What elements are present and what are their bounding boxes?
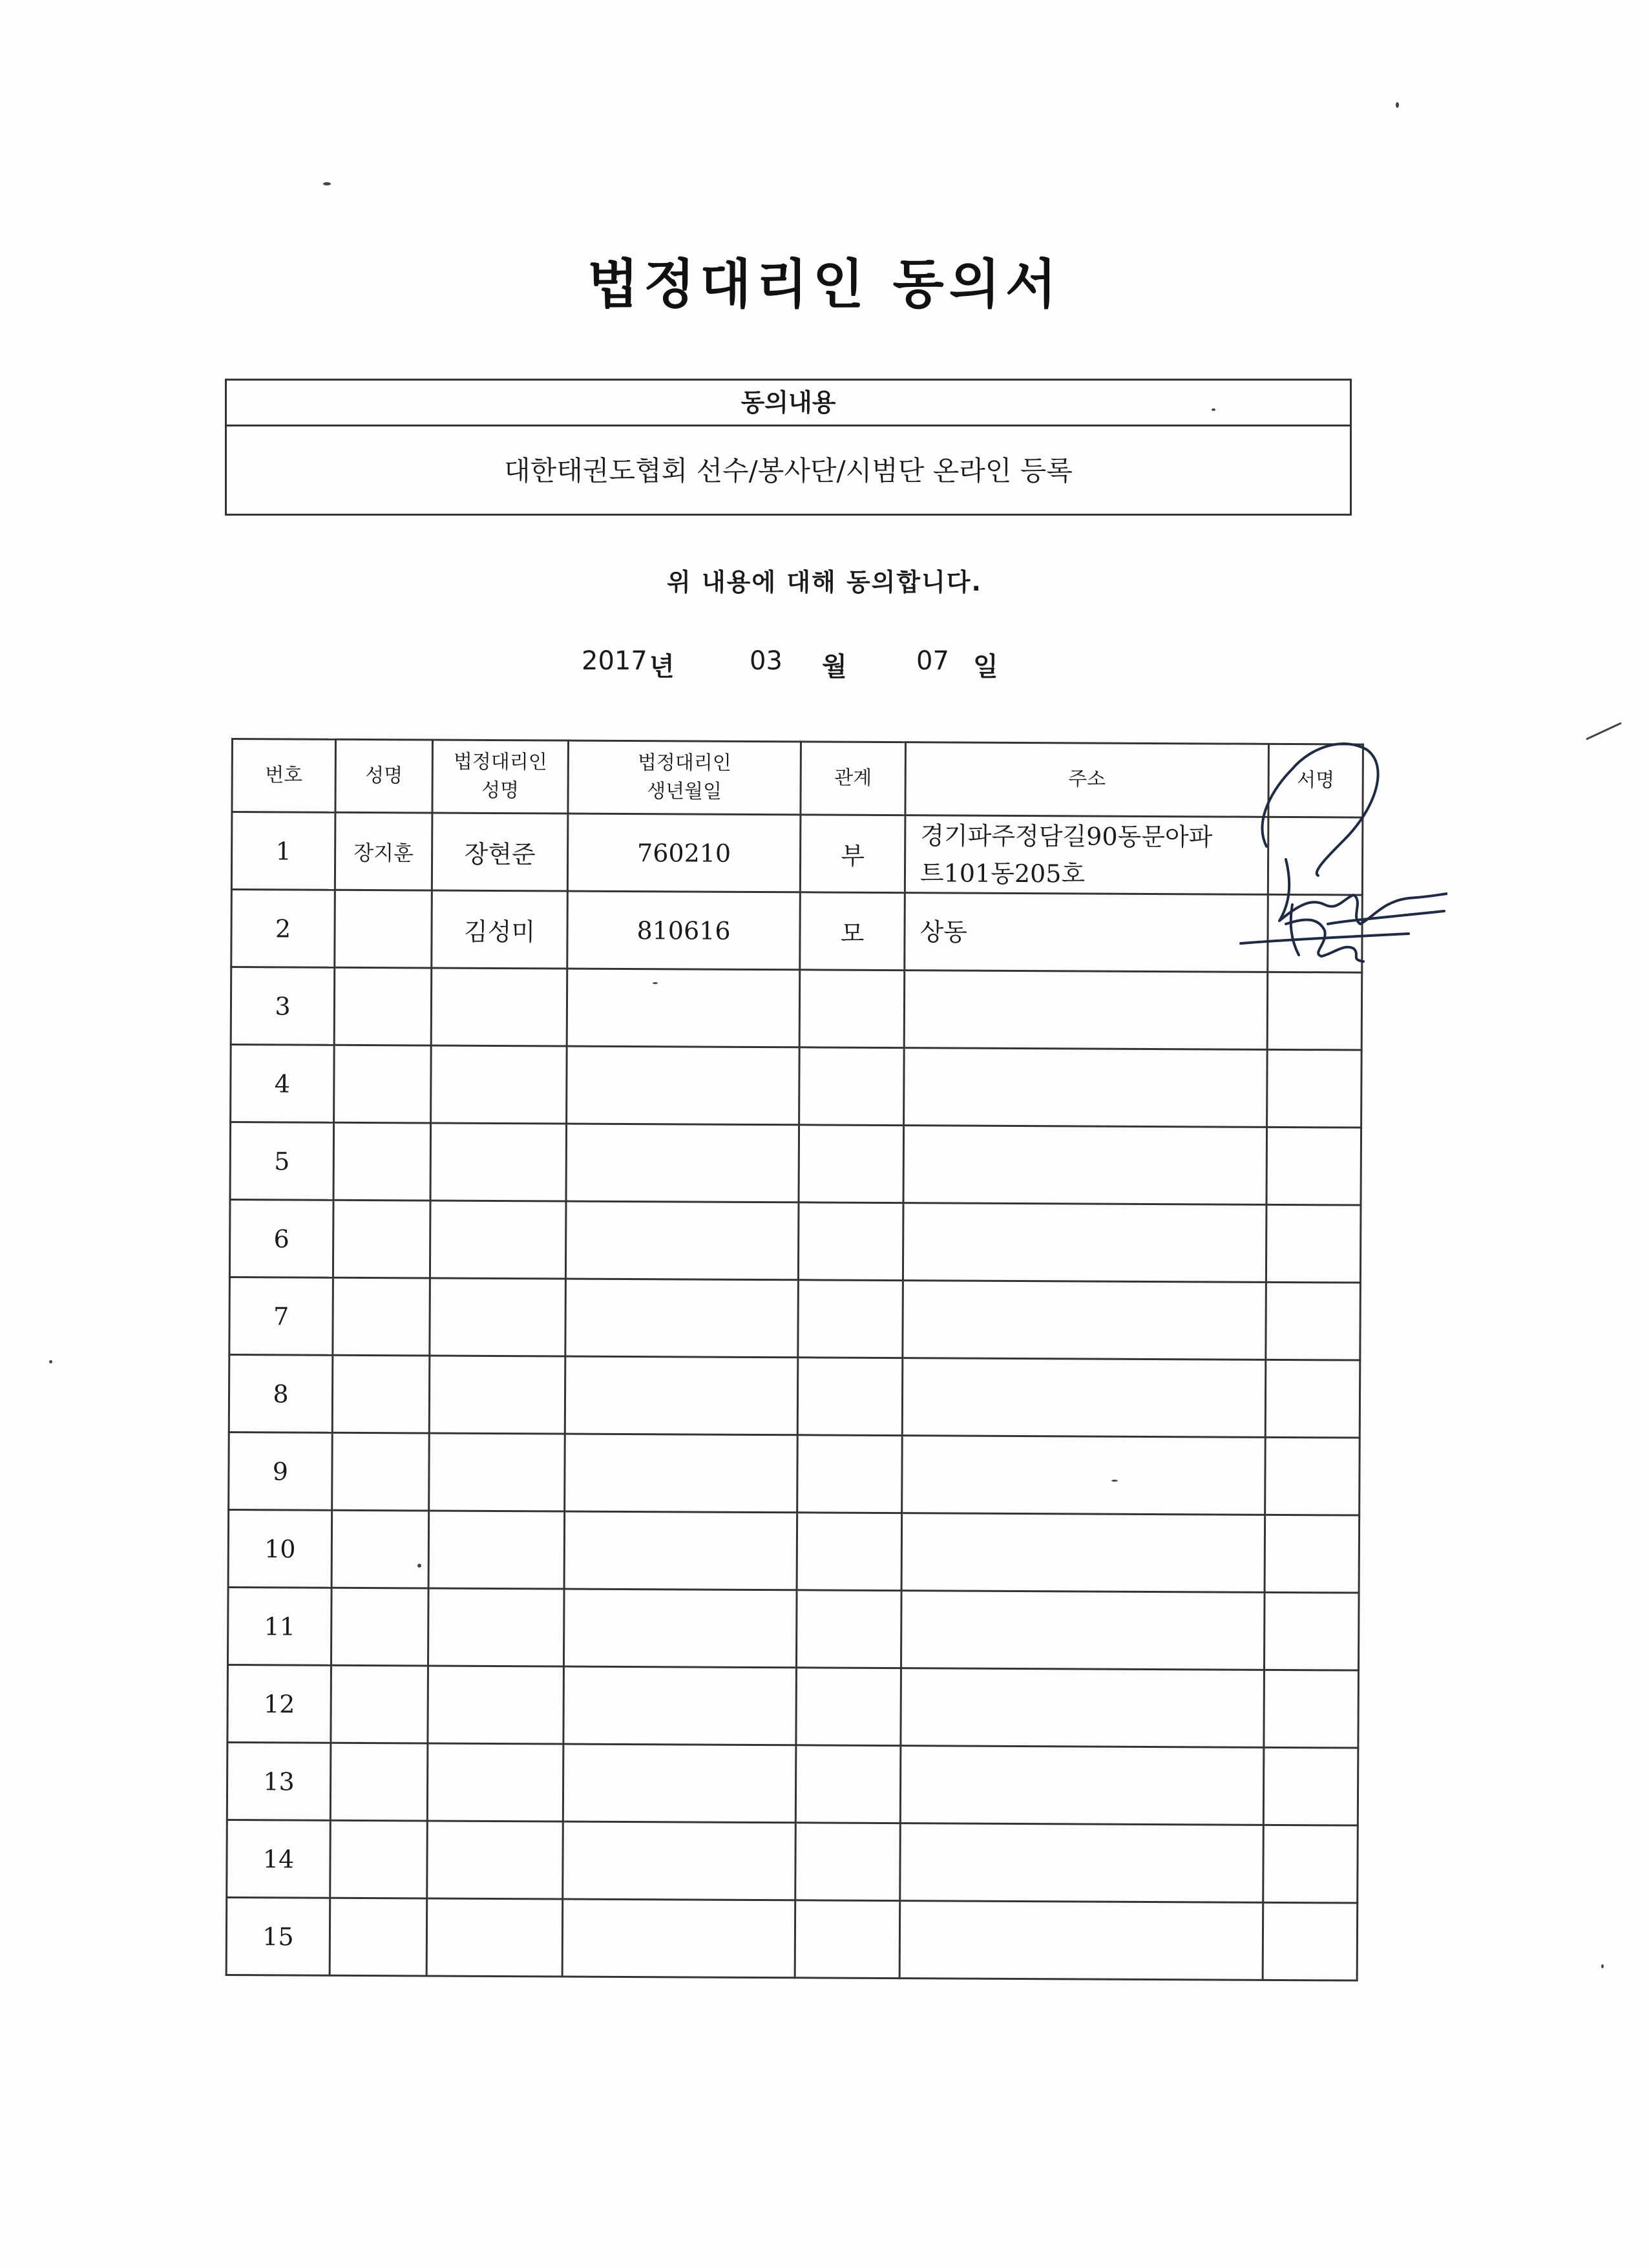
cell-address-line1 bbox=[915, 1940, 1262, 1942]
scan-speck bbox=[1111, 1480, 1118, 1482]
cell-address-line1 bbox=[918, 1242, 1265, 1244]
cell-relation bbox=[798, 1280, 903, 1358]
date-day-unit: 일 bbox=[973, 652, 998, 682]
cell-guardian-birth: 810616 bbox=[567, 891, 801, 970]
cell-name bbox=[330, 1898, 427, 1976]
cell-name bbox=[330, 1743, 428, 1821]
cell-address bbox=[903, 1203, 1266, 1283]
cell-name bbox=[332, 1433, 430, 1511]
guardian-roster-table bbox=[226, 738, 1364, 1982]
cell-guardian-birth bbox=[563, 1822, 796, 1900]
cell-guardian-name bbox=[426, 1898, 563, 1977]
cell-no: 7 bbox=[229, 1277, 333, 1355]
scan-speck bbox=[417, 1564, 421, 1568]
header-signature: 서명 bbox=[1268, 744, 1363, 817]
cell-address-line2 bbox=[918, 1242, 1265, 1244]
cell-signature bbox=[1265, 1515, 1360, 1593]
cell-relation bbox=[799, 1125, 904, 1203]
header-guardian-birth-line1: 법정대리인 bbox=[637, 751, 731, 775]
cell-address-line2 bbox=[916, 1862, 1263, 1864]
cell-no: 2 bbox=[231, 890, 335, 968]
cell-no: 15 bbox=[226, 1897, 330, 1975]
cell-signature bbox=[1268, 894, 1363, 972]
cell-name bbox=[330, 1820, 428, 1898]
cell-address-line1 bbox=[916, 1630, 1263, 1632]
cell-address-line1: 상동 bbox=[919, 917, 968, 947]
date-year-unit: 년 bbox=[649, 652, 675, 682]
cell-address-line1 bbox=[919, 1164, 1266, 1166]
cell-address-line2 bbox=[919, 1009, 1266, 1011]
cell-address-line2 bbox=[918, 1397, 1265, 1399]
cell-address-line2 bbox=[917, 1475, 1264, 1476]
cell-guardian-birth bbox=[564, 1511, 797, 1590]
header-guardian-name-line1: 법정대리인 bbox=[453, 750, 547, 774]
cell-address-line2 bbox=[917, 1552, 1264, 1554]
cell-relation bbox=[796, 1590, 901, 1668]
cell-name bbox=[331, 1588, 428, 1666]
table-row bbox=[227, 1820, 1358, 1903]
cell-relation bbox=[797, 1513, 902, 1591]
cell-no: 10 bbox=[228, 1509, 332, 1588]
cell-signature bbox=[1265, 1360, 1360, 1438]
scan-speck bbox=[653, 982, 658, 984]
cell-guardian-birth bbox=[563, 1589, 797, 1668]
cell-relation bbox=[797, 1435, 903, 1513]
cell-no: 4 bbox=[231, 1045, 335, 1123]
cell-address-line2 bbox=[916, 1785, 1263, 1787]
cell-address-line2 bbox=[916, 1707, 1263, 1709]
cell-name: 장지훈 bbox=[335, 812, 432, 890]
scan-speck bbox=[1396, 102, 1399, 108]
header-guardian-birth bbox=[568, 740, 801, 815]
cell-signature bbox=[1265, 1437, 1360, 1515]
cell-guardian-birth: 760210 bbox=[567, 814, 801, 892]
cell-address bbox=[900, 1746, 1264, 1825]
cell-address-line1 bbox=[918, 1319, 1265, 1321]
cell-guardian-name bbox=[430, 1123, 567, 1201]
header-guardian-name bbox=[432, 740, 569, 814]
scan-speck bbox=[49, 1360, 52, 1363]
cell-guardian-name bbox=[431, 1045, 567, 1124]
cell-guardian-name: 장현준 bbox=[432, 813, 568, 891]
consent-date bbox=[0, 646, 1649, 685]
cell-relation bbox=[799, 1047, 905, 1126]
cell-signature bbox=[1264, 1592, 1359, 1670]
cell-address bbox=[899, 1901, 1263, 1980]
table-row bbox=[227, 1742, 1358, 1825]
cell-address bbox=[901, 1513, 1265, 1593]
cell-signature bbox=[1268, 817, 1363, 895]
cell-relation: 모 bbox=[800, 892, 905, 971]
cell-address-line2 bbox=[916, 1630, 1263, 1632]
table-row bbox=[229, 1199, 1361, 1283]
cell-relation bbox=[795, 1745, 901, 1823]
cell-no: 1 bbox=[231, 812, 335, 890]
cell-guardian-birth bbox=[567, 1046, 800, 1125]
table-row bbox=[231, 967, 1362, 1051]
cell-signature bbox=[1266, 1127, 1361, 1205]
date-day: 07 bbox=[916, 646, 949, 676]
cell-address bbox=[901, 1668, 1265, 1748]
cell-guardian-name bbox=[427, 1821, 563, 1899]
cell-guardian-name bbox=[429, 1356, 565, 1434]
cell-address bbox=[902, 1436, 1266, 1515]
table-row bbox=[228, 1509, 1360, 1593]
scan-speck bbox=[1601, 1964, 1604, 1968]
cell-name bbox=[332, 1355, 430, 1433]
cell-relation bbox=[795, 1823, 901, 1901]
cell-address-line1 bbox=[919, 1087, 1266, 1089]
table-header-row bbox=[232, 739, 1363, 818]
date-month-unit: 월 bbox=[822, 652, 847, 682]
cell-relation bbox=[797, 1358, 903, 1436]
cell-no: 13 bbox=[227, 1742, 331, 1820]
cell-guardian-birth bbox=[565, 1279, 799, 1358]
cell-address-line2: 트101동205호 bbox=[919, 858, 1086, 888]
cell-signature bbox=[1263, 1825, 1358, 1903]
cell-relation bbox=[796, 1668, 901, 1746]
cell-address-line1 bbox=[917, 1552, 1264, 1554]
cell-signature bbox=[1263, 1747, 1358, 1825]
date-year: 2017 bbox=[582, 646, 647, 676]
cell-guardian-name bbox=[428, 1588, 564, 1666]
header-no: 번호 bbox=[232, 739, 336, 813]
cell-address-line2 bbox=[918, 1319, 1265, 1321]
cell-address-line1 bbox=[918, 1397, 1265, 1399]
scan-speck bbox=[323, 182, 331, 185]
table-row bbox=[229, 1277, 1361, 1360]
header-guardian-name-line2: 성명 bbox=[481, 779, 520, 803]
cell-address bbox=[905, 893, 1268, 972]
cell-name bbox=[331, 1510, 429, 1588]
cell-guardian-birth bbox=[565, 1356, 798, 1435]
table-row bbox=[231, 1045, 1362, 1128]
table-row bbox=[227, 1664, 1359, 1748]
header-guardian-birth-line2: 생년월일 bbox=[647, 780, 722, 803]
cell-guardian-birth bbox=[563, 1666, 797, 1745]
cell-guardian-name bbox=[430, 1278, 566, 1356]
table-row bbox=[231, 812, 1363, 896]
cell-relation: 부 bbox=[800, 815, 905, 893]
cell-signature bbox=[1267, 1049, 1362, 1128]
table-row bbox=[229, 1432, 1360, 1515]
scan-speck bbox=[1212, 408, 1215, 411]
cell-signature bbox=[1266, 1204, 1361, 1283]
header-relation: 관계 bbox=[801, 742, 906, 815]
cell-address-line1: 경기파주정담길90동문아파 bbox=[920, 821, 1213, 851]
cell-address-line1 bbox=[916, 1785, 1263, 1787]
table-row bbox=[229, 1354, 1360, 1438]
cell-address-line1 bbox=[919, 1009, 1266, 1011]
cell-guardian-birth bbox=[563, 1744, 796, 1823]
cell-guardian-name bbox=[429, 1433, 565, 1511]
header-address: 주소 bbox=[905, 742, 1269, 817]
cell-guardian-birth bbox=[565, 1201, 799, 1280]
cell-address-line2 bbox=[919, 1087, 1266, 1089]
cell-address bbox=[901, 1591, 1265, 1670]
cell-no: 12 bbox=[227, 1664, 331, 1743]
cell-name bbox=[335, 890, 432, 968]
agreement-statement: 위 내용에 대해 동의합니다. bbox=[667, 568, 982, 596]
cell-address bbox=[902, 1358, 1266, 1438]
cell-no: 8 bbox=[229, 1354, 333, 1433]
cell-address-line1 bbox=[917, 1475, 1264, 1476]
cell-signature bbox=[1264, 1670, 1359, 1748]
cell-guardian-name bbox=[431, 968, 567, 1046]
cell-signature bbox=[1266, 1282, 1361, 1360]
cell-guardian-name bbox=[430, 1201, 566, 1279]
cell-no: 3 bbox=[231, 967, 335, 1045]
table-row bbox=[231, 890, 1363, 973]
cell-no: 6 bbox=[229, 1199, 333, 1277]
cell-guardian-name bbox=[427, 1743, 563, 1822]
scan-speck bbox=[1586, 722, 1622, 740]
cell-address bbox=[903, 1281, 1266, 1360]
table-row bbox=[230, 1122, 1361, 1206]
header-name: 성명 bbox=[335, 739, 433, 813]
cell-address-line1 bbox=[916, 1862, 1263, 1864]
cell-name bbox=[333, 1200, 430, 1278]
cell-guardian-name bbox=[428, 1666, 564, 1744]
consent-content-box bbox=[225, 379, 1352, 516]
cell-address-line2 bbox=[915, 1940, 1262, 1942]
cell-no: 9 bbox=[229, 1432, 333, 1510]
cell-no: 14 bbox=[227, 1820, 331, 1898]
table-body bbox=[226, 812, 1363, 1981]
cell-address bbox=[903, 1126, 1267, 1205]
cell-relation bbox=[795, 1900, 900, 1979]
consent-content-heading: 동의내용 bbox=[227, 381, 1350, 426]
cell-address bbox=[904, 971, 1268, 1050]
cell-address bbox=[905, 815, 1268, 895]
cell-name bbox=[334, 967, 432, 1045]
table-row bbox=[227, 1587, 1359, 1670]
cell-relation bbox=[798, 1202, 903, 1281]
cell-guardian-birth bbox=[562, 1899, 795, 1978]
cell-name bbox=[334, 1045, 432, 1123]
cell-guardian-name: 김성미 bbox=[432, 890, 568, 969]
document-title: 법정대리인 동의서 bbox=[587, 253, 1062, 315]
cell-address-line2 bbox=[919, 1164, 1266, 1166]
cell-name bbox=[333, 1122, 431, 1201]
cell-address bbox=[904, 1048, 1268, 1128]
cell-guardian-birth bbox=[566, 1124, 799, 1202]
cell-guardian-birth bbox=[567, 969, 800, 1047]
table-row bbox=[226, 1897, 1358, 1980]
cell-relation bbox=[799, 970, 905, 1048]
cell-signature bbox=[1263, 1902, 1358, 1980]
cell-guardian-birth bbox=[565, 1434, 798, 1513]
cell-guardian-name bbox=[428, 1511, 565, 1589]
cell-name bbox=[331, 1665, 428, 1743]
cell-no: 5 bbox=[230, 1122, 334, 1201]
cell-name bbox=[333, 1277, 430, 1356]
date-month: 03 bbox=[750, 646, 782, 676]
consent-content-text: 대한태권도협회 선수/봉사단/시범단 온라인 등록 bbox=[504, 455, 1073, 487]
cell-no: 11 bbox=[227, 1587, 331, 1665]
cell-address bbox=[900, 1823, 1264, 1903]
cell-address-line1 bbox=[916, 1707, 1263, 1709]
cell-signature bbox=[1267, 972, 1362, 1050]
